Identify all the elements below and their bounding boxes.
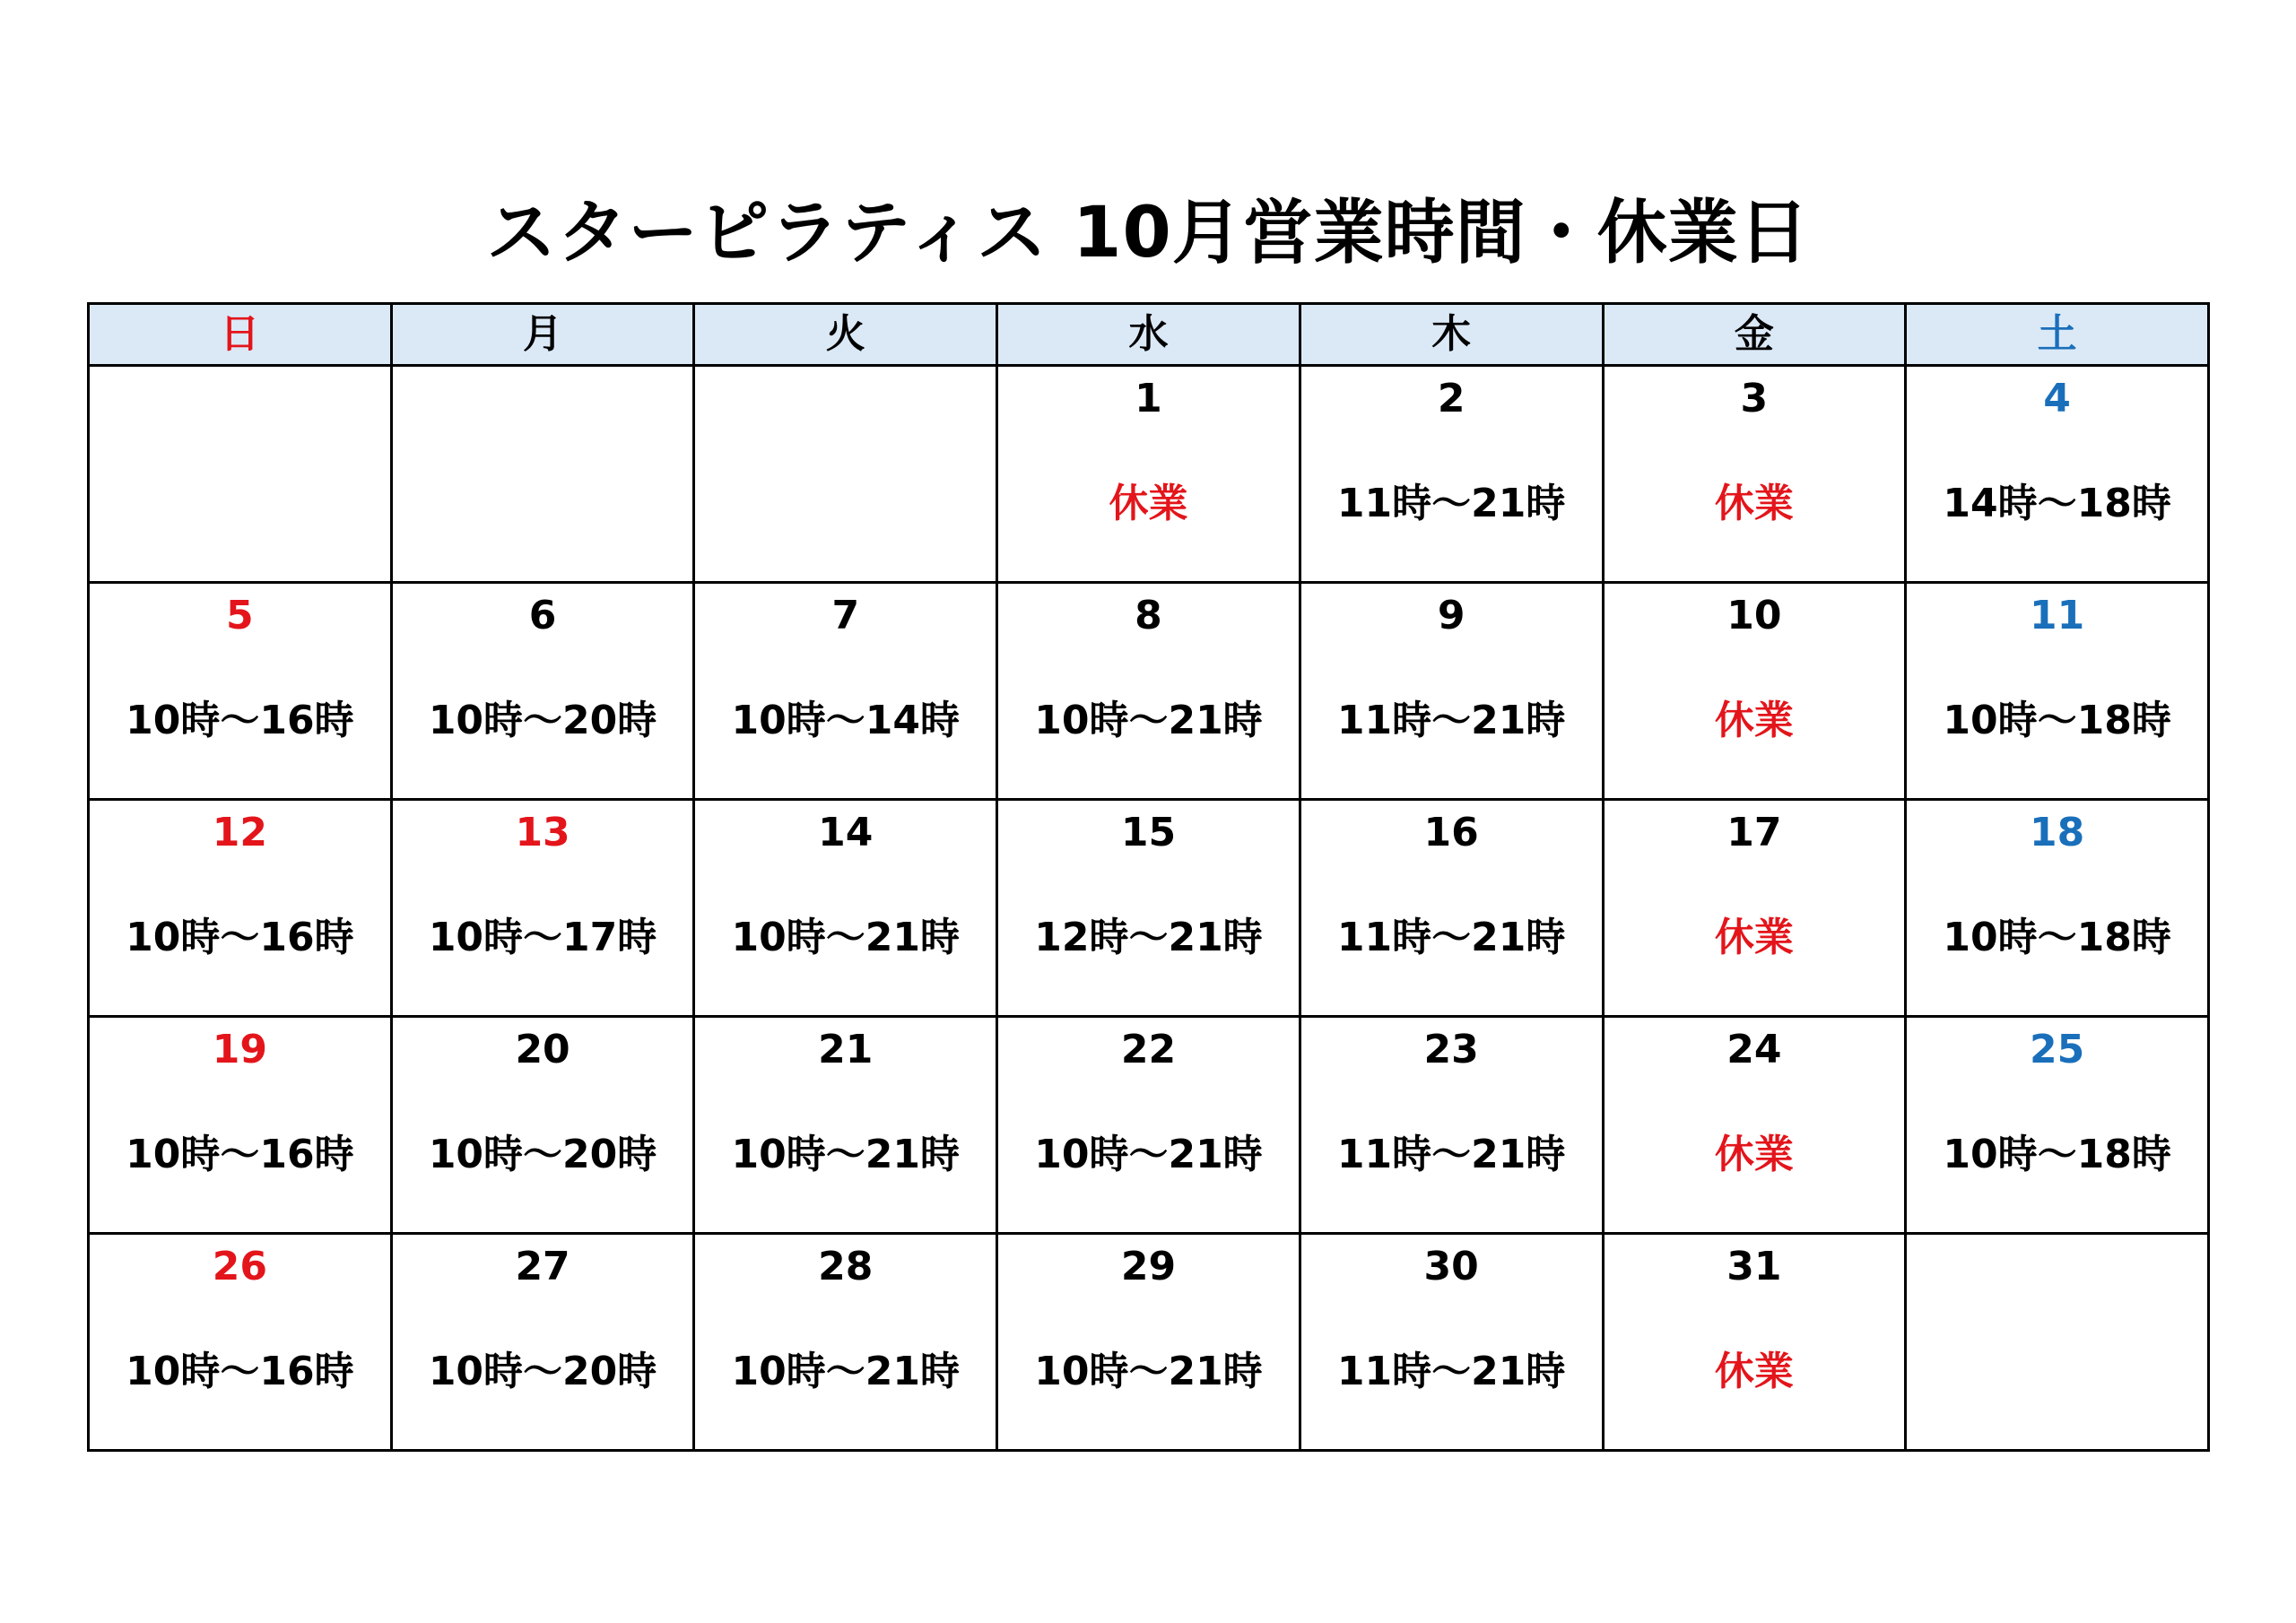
day-number: 20 <box>515 1027 570 1072</box>
day-number: 19 <box>212 1027 267 1072</box>
business-hours: 11時〜21時 <box>1336 915 1566 960</box>
day-number: 7 <box>831 593 860 638</box>
calendar-day-cell <box>1906 800 2209 1017</box>
weekday-friday: 金 <box>1603 304 1906 366</box>
calendar-day-cell <box>997 1017 1300 1234</box>
weekday-wednesday: 水 <box>997 304 1300 366</box>
weekday-sunday: 日 <box>89 304 392 366</box>
day-number: 26 <box>212 1244 267 1289</box>
weekday-thursday: 木 <box>1300 304 1603 366</box>
calendar-day-cell <box>694 800 997 1017</box>
calendar-day-cell <box>391 1017 694 1234</box>
business-hours: 10時〜14時 <box>731 698 960 743</box>
weekday-header-row <box>89 304 2209 366</box>
calendar-day-cell <box>694 1234 997 1451</box>
weekday-saturday: 土 <box>1906 304 2209 366</box>
calendar-week-row <box>89 366 2209 583</box>
business-hours: 10時〜16時 <box>126 915 354 960</box>
business-hours: 10時〜18時 <box>1943 1132 2171 1177</box>
day-number: 13 <box>515 810 570 855</box>
closed-label: 休業 <box>1714 698 1794 743</box>
calendar-day-cell <box>1300 1234 1603 1451</box>
calendar-table <box>87 302 2210 1452</box>
calendar-day-cell <box>1300 583 1603 800</box>
calendar-day-cell <box>89 1017 392 1234</box>
closed-label: 休業 <box>1714 915 1794 960</box>
business-hours: 10時〜17時 <box>428 915 657 960</box>
day-number: 15 <box>1120 810 1177 855</box>
calendar-day-cell <box>1603 1234 1906 1451</box>
day-number: 6 <box>528 593 557 638</box>
business-hours: 11時〜21時 <box>1336 481 1566 526</box>
weekday-tuesday: 火 <box>694 304 997 366</box>
calendar-day-cell <box>89 1234 392 1451</box>
business-hours: 10時〜20時 <box>428 698 657 743</box>
business-hours: 10時〜21時 <box>731 1349 960 1394</box>
business-hours: 10時〜21時 <box>731 1132 960 1177</box>
business-hours: 10時〜18時 <box>1943 915 2171 960</box>
calendar-day-cell <box>391 366 694 583</box>
day-number: 23 <box>1423 1027 1479 1072</box>
calendar-week-row <box>89 583 2209 800</box>
day-number: 3 <box>1740 376 1769 421</box>
day-number: 18 <box>2029 810 2085 855</box>
page-title: スターピラティス 10月営業時間・休業日 <box>486 193 1810 273</box>
day-number: 12 <box>212 810 267 855</box>
calendar-day-cell <box>1906 366 2209 583</box>
calendar-week-row <box>89 800 2209 1017</box>
day-number: 11 <box>2029 593 2085 638</box>
day-number: 30 <box>1423 1244 1479 1289</box>
calendar-body <box>89 366 2209 1451</box>
calendar-day-cell <box>997 800 1300 1017</box>
calendar-day-cell <box>89 800 392 1017</box>
business-hours: 12時〜21時 <box>1034 915 1263 960</box>
calendar-day-cell <box>997 366 1300 583</box>
business-hours: 10時〜21時 <box>1034 1349 1263 1394</box>
calendar-day-cell <box>694 583 997 800</box>
day-number: 8 <box>1135 593 1162 638</box>
day-number: 10 <box>1726 593 1782 638</box>
calendar-day-cell <box>1603 800 1906 1017</box>
calendar-day-cell <box>997 1234 1300 1451</box>
weekday-monday: 月 <box>391 304 694 366</box>
closed-label: 休業 <box>1714 481 1794 526</box>
closed-label: 休業 <box>1714 1132 1794 1177</box>
day-number: 14 <box>818 810 874 855</box>
business-hours: 10時〜20時 <box>428 1349 657 1394</box>
calendar-day-cell <box>1300 366 1603 583</box>
calendar-day-cell <box>1603 366 1906 583</box>
day-number: 17 <box>1726 810 1782 855</box>
day-number: 25 <box>2029 1027 2085 1072</box>
business-hours: 11時〜21時 <box>1336 1132 1566 1177</box>
closed-label: 休業 <box>1714 1349 1794 1394</box>
calendar-day-cell <box>89 366 392 583</box>
calendar-day-cell <box>1603 583 1906 800</box>
closed-label: 休業 <box>1109 481 1188 526</box>
calendar-day-cell <box>694 1017 997 1234</box>
business-hours: 14時〜18時 <box>1943 481 2171 526</box>
day-number: 31 <box>1726 1244 1782 1289</box>
business-hours: 10時〜16時 <box>126 1132 354 1177</box>
day-number: 22 <box>1120 1027 1177 1072</box>
business-hours: 10時〜20時 <box>428 1132 657 1177</box>
day-number: 5 <box>226 593 254 638</box>
day-number: 4 <box>2043 376 2071 421</box>
business-hours: 10時〜16時 <box>126 698 354 743</box>
calendar-week-row <box>89 1234 2209 1451</box>
business-hours: 10時〜16時 <box>126 1349 354 1394</box>
calendar-day-cell <box>1300 800 1603 1017</box>
day-number: 2 <box>1437 376 1465 421</box>
calendar-day-cell <box>997 583 1300 800</box>
day-number: 27 <box>515 1244 570 1289</box>
calendar-day-cell <box>694 366 997 583</box>
business-hours: 11時〜21時 <box>1336 698 1566 743</box>
business-hours: 11時〜21時 <box>1336 1349 1566 1394</box>
calendar-day-cell <box>89 583 392 800</box>
calendar-day-cell <box>391 1234 694 1451</box>
calendar-day-cell <box>1300 1017 1603 1234</box>
calendar-day-cell <box>1906 1017 2209 1234</box>
business-hours: 10時〜21時 <box>731 915 960 960</box>
day-number: 1 <box>1135 376 1162 421</box>
calendar-day-cell <box>1906 1234 2209 1451</box>
calendar-week-row <box>89 1017 2209 1234</box>
calendar-day-cell <box>1603 1017 1906 1234</box>
business-hours: 10時〜21時 <box>1034 698 1263 743</box>
day-number: 29 <box>1120 1244 1177 1289</box>
calendar-day-cell <box>391 583 694 800</box>
day-number: 28 <box>818 1244 874 1289</box>
day-number: 9 <box>1437 593 1465 638</box>
business-hours: 10時〜21時 <box>1034 1132 1263 1177</box>
business-hours: 10時〜18時 <box>1943 698 2171 743</box>
day-number: 24 <box>1726 1027 1782 1072</box>
calendar-day-cell <box>391 800 694 1017</box>
day-number: 16 <box>1423 810 1479 855</box>
calendar-day-cell <box>1906 583 2209 800</box>
day-number: 21 <box>818 1027 874 1072</box>
